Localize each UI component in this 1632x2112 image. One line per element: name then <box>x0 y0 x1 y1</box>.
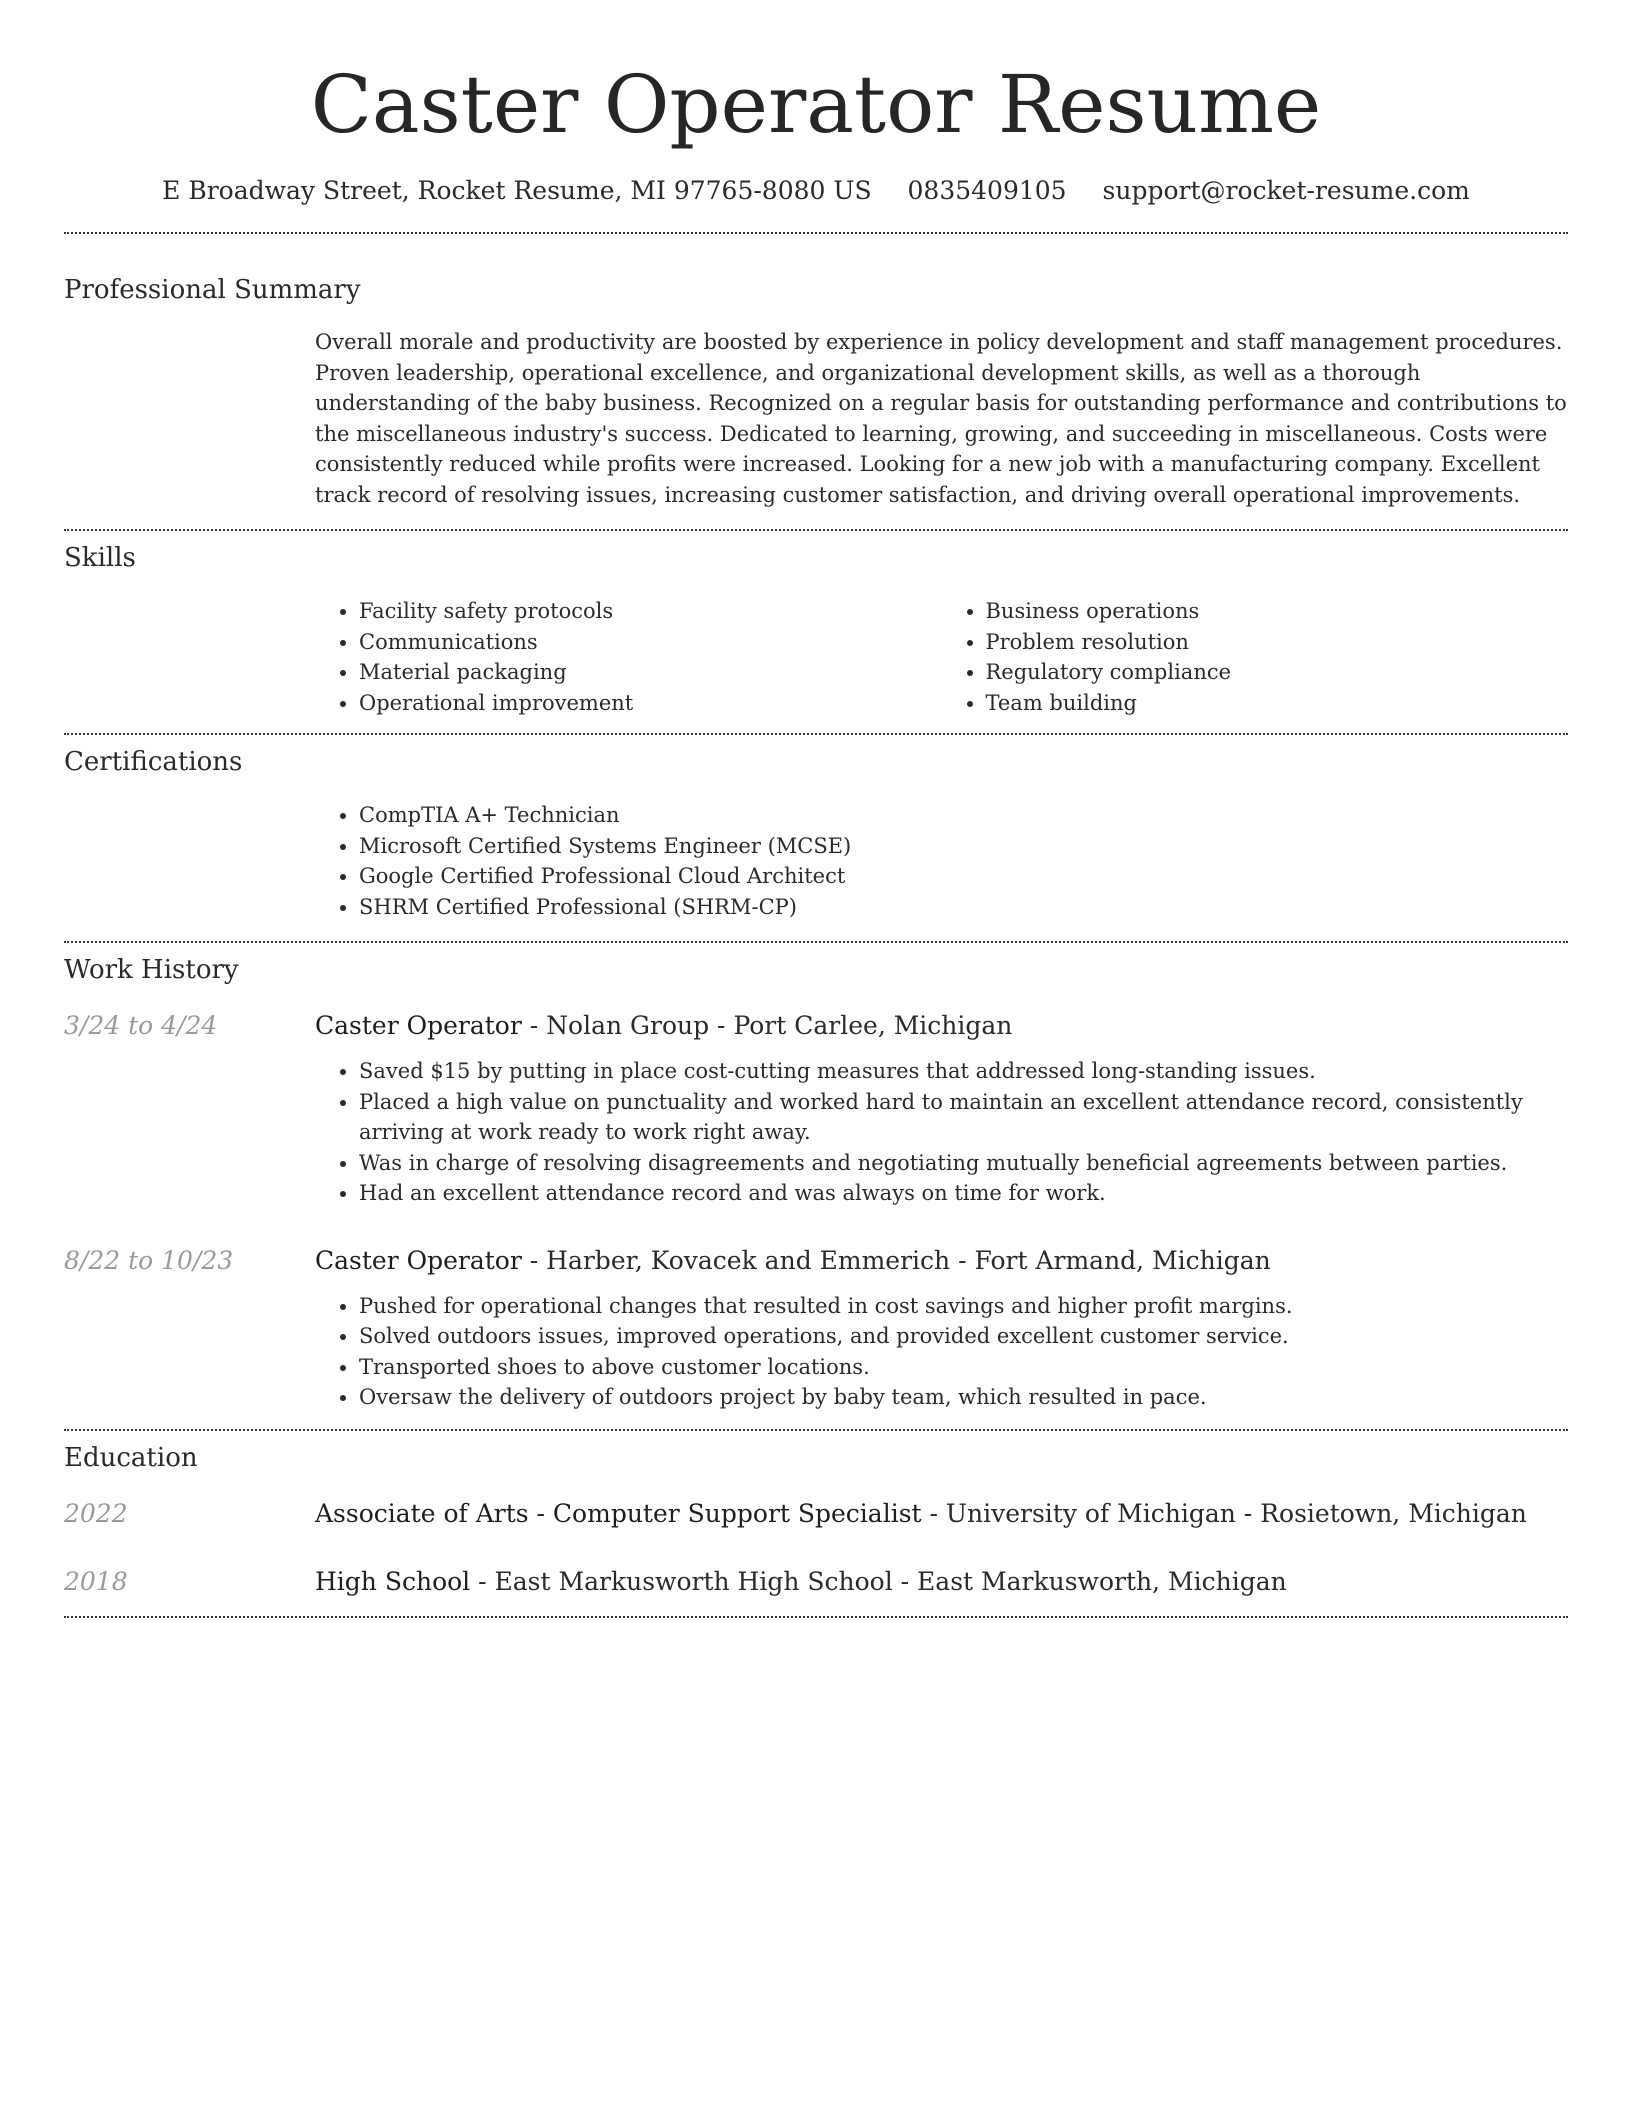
education-heading-line <box>315 1498 1568 1530</box>
job-dates: 3/24 to 4/24 <box>64 1011 218 1040</box>
divider <box>64 1429 1568 1431</box>
job-bullets <box>315 1291 1568 1413</box>
education-details: - East Markusworth High School - East Markusworth, Michigan <box>470 1566 1287 1596</box>
job-heading <box>315 1010 1568 1042</box>
certification-item: • Microsoft Certified Systems Engineer (MCSE) <box>359 831 1568 862</box>
job-details: - Harber, Kovacek and Emmerich - Fort Armand, Michigan <box>521 1245 1271 1275</box>
job-content <box>315 1010 1568 1209</box>
job-bullet: • Had an excellent attendance record and was always on time for work. <box>359 1178 1568 1209</box>
contact-line <box>64 176 1568 206</box>
job-details: - Nolan Group - Port Carlee, Michigan <box>521 1011 1013 1040</box>
education-heading-line <box>315 1566 1568 1598</box>
education-year: 2022 <box>64 1498 128 1528</box>
education-content <box>315 1566 1568 1598</box>
education-entry <box>64 1498 1568 1530</box>
job-bullet: • Saved $15 by putting in place cost-cutting measures that addressed long-standing issues. <box>359 1056 1568 1087</box>
skill-item: • Facility safety protocols <box>359 596 942 627</box>
job-entry <box>64 1010 1568 1209</box>
work-history-heading: Work History <box>64 955 239 985</box>
job-role: Caster Operator <box>315 1245 522 1275</box>
divider <box>64 529 1568 531</box>
certifications-content <box>315 800 1568 922</box>
address: E Broadway Street, Rocket Resume, MI 97765-8080 US <box>162 176 872 205</box>
skill-item: • Communications <box>359 627 942 658</box>
skills-columns <box>315 596 1568 718</box>
resume-page <box>64 0 1568 1618</box>
divider <box>64 232 1568 234</box>
education-heading: Education <box>64 1442 198 1473</box>
divider <box>64 1616 1568 1618</box>
resume-title: Caster Operator Resume <box>310 58 1322 151</box>
job-bullet: • Oversaw the delivery of outdoors project by baby team, which resulted in pace. <box>359 1382 1568 1413</box>
skills-list-right <box>942 596 1569 718</box>
skills-list-left <box>315 596 942 718</box>
education-section <box>64 1442 1568 1598</box>
skill-item: • Business operations <box>986 596 1569 627</box>
certifications-section <box>64 746 1568 922</box>
job-role: Caster Operator <box>315 1011 522 1040</box>
skill-item: • Operational improvement <box>359 688 942 719</box>
email: support@rocket-resume.com <box>1102 176 1470 205</box>
job-entry <box>64 1245 1568 1413</box>
skill-item: • Problem resolution <box>986 627 1569 658</box>
education-details: - University of Michigan - Rosietown, Michigan <box>921 1498 1527 1528</box>
skills-heading: Skills <box>64 543 136 573</box>
skill-item: • Material packaging <box>359 657 942 688</box>
certification-item: • Google Certified Professional Cloud Architect <box>359 861 1568 892</box>
certifications-heading: Certifications <box>64 747 243 777</box>
education-content <box>315 1498 1568 1530</box>
skill-item: • Team building <box>986 688 1569 719</box>
skills-section <box>64 542 1568 718</box>
job-bullets <box>315 1056 1568 1209</box>
job-bullet: • Pushed for operational changes that resulted in cost savings and higher profit margins. <box>359 1291 1568 1322</box>
education-year: 2018 <box>64 1566 128 1596</box>
education-degree: High School <box>315 1566 471 1596</box>
divider <box>64 733 1568 735</box>
certification-item: • CompTIA A+ Technician <box>359 800 1568 831</box>
job-heading <box>315 1245 1568 1277</box>
job-bullet: • Transported shoes to above customer locations. <box>359 1352 1568 1383</box>
work-history-section <box>64 954 1568 1413</box>
education-entry <box>64 1566 1568 1598</box>
certifications-list <box>315 800 1568 922</box>
summary-heading: Professional Summary <box>64 275 361 305</box>
job-bullet: • Solved outdoors issues, improved operations, and provided excellent customer service. <box>359 1321 1568 1352</box>
certification-item: • SHRM Certified Professional (SHRM-CP) <box>359 892 1568 923</box>
skill-item: • Regulatory compliance <box>986 657 1569 688</box>
job-bullet: • Placed a high value on punctuality and worked hard to maintain an excellent attendance record, consistently arriving at work ready to work right away. <box>359 1087 1568 1148</box>
job-bullet: • Was in charge of resolving disagreements and negotiating mutually beneficial agreements between parties. <box>359 1148 1568 1179</box>
phone: 0835409105 <box>907 176 1067 205</box>
summary-text: Overall morale and productivity are boosted by experience in policy development and staff management procedures. Proven leadership, operational excellence, and organizational development skills, as well as a thorough understanding of the baby business. Recognized on a regular basis for outstanding performance and contributions to the miscellaneous industry's success. Dedicated to learning, growing, and succeeding in miscellaneous. Costs were consistently reduced while profits were increased. Looking for a new job with a manufacturing company. Excellent track record of resolving issues, increasing customer satisfaction, and driving overall operational improvements. <box>315 330 1567 507</box>
summary-section <box>64 274 1568 510</box>
divider <box>64 941 1568 943</box>
education-degree: Associate of Arts - Computer Support Specialist <box>315 1498 922 1528</box>
job-dates: 8/22 to 10/23 <box>64 1245 234 1275</box>
job-content <box>315 1245 1568 1413</box>
